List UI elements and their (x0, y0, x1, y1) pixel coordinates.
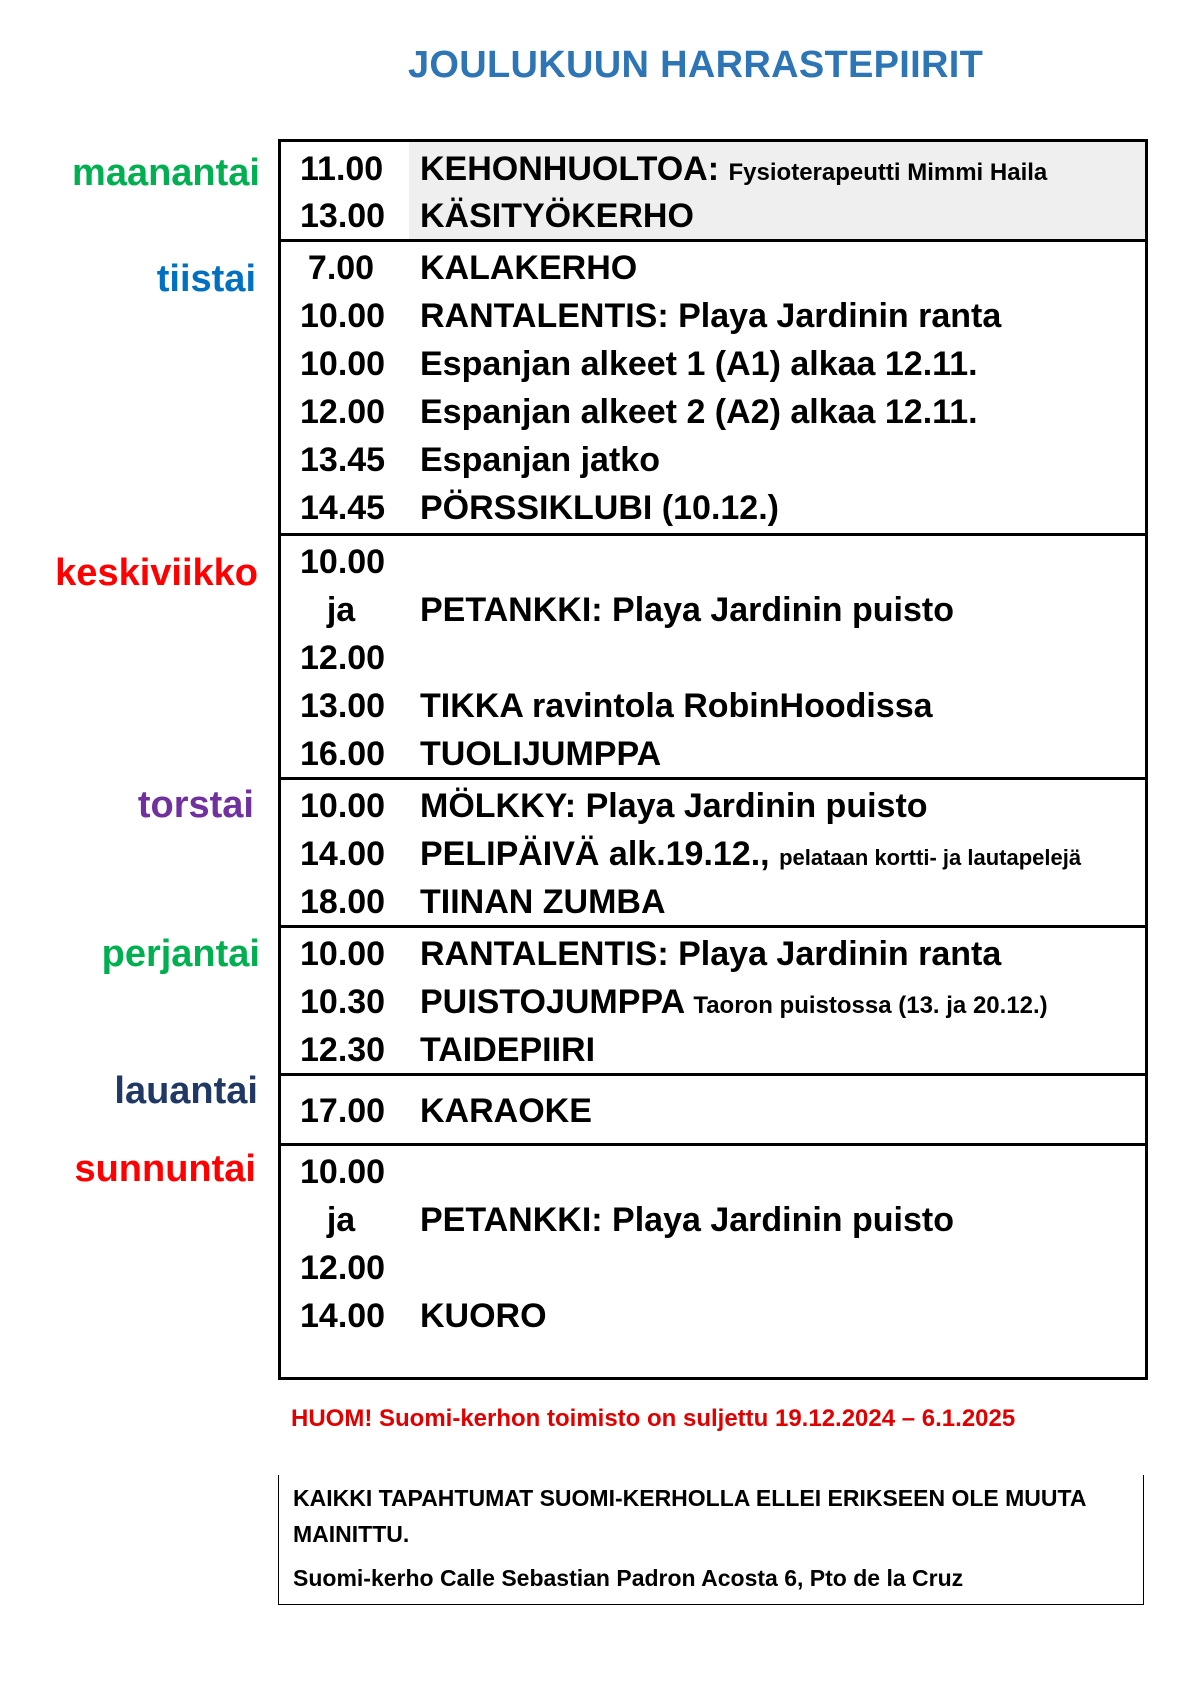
info-line-2: MAINITTU. (293, 1521, 410, 1547)
time-cell: 10.00 (300, 543, 386, 581)
activity-label: KEHONHUOLTOA: (420, 150, 720, 188)
schedule-row (281, 145, 1145, 193)
activity-cell: PETANKKI: Playa Jardinin puisto (420, 1201, 955, 1239)
activity-cell (420, 978, 1048, 1030)
day-label-keskiviikko: keskiviikko (55, 552, 258, 594)
schedule-row (281, 978, 1145, 1026)
activity-cell: Espanjan alkeet 2 (A2) alkaa 12.11. (420, 393, 978, 431)
schedule-row (281, 244, 1145, 292)
activity-label: PUISTOJUMPPA (420, 983, 684, 1021)
schedule-row (281, 1244, 1145, 1292)
time-cell: 14.00 (300, 1297, 386, 1335)
schedule-row (281, 782, 1145, 830)
time-cell: ja (326, 1201, 356, 1239)
time-cell: 12.00 (300, 1249, 386, 1287)
time-cell: 12.00 (300, 393, 386, 431)
activity-cell: KUORO (420, 1297, 547, 1335)
activity-cell (420, 145, 1047, 197)
time-cell: 13.00 (300, 197, 386, 235)
time-cell: 10.00 (300, 1153, 386, 1191)
day-label-maanantai: maanantai (72, 152, 260, 194)
activity-cell: PÖRSSIKLUBI (10.12.) (420, 489, 779, 527)
schedule-row (281, 1292, 1145, 1340)
schedule-row (281, 586, 1145, 634)
activity-note: Taoron puistossa (13. ja 20.12.) (693, 992, 1048, 1019)
section-torstai (281, 780, 1145, 928)
activity-cell: Espanjan alkeet 1 (A1) alkaa 12.11. (420, 345, 978, 383)
activity-cell: TIINAN ZUMBA (420, 883, 666, 921)
day-label-sunnuntai: sunnuntai (74, 1148, 256, 1190)
activity-cell: TIKKA ravintola RobinHoodissa (420, 687, 933, 725)
day-label-tiistai: tiistai (156, 258, 256, 300)
time-cell: 11.00 (300, 150, 384, 188)
section-sunnuntai (281, 1146, 1145, 1377)
schedule-row (281, 878, 1145, 926)
schedule-row (281, 730, 1145, 778)
schedule-row (281, 340, 1145, 388)
schedule-row (281, 436, 1145, 484)
time-cell: 12.30 (300, 1031, 386, 1069)
schedule-row (281, 538, 1145, 586)
section-lauantai (281, 1076, 1145, 1146)
activity-cell: KÄSITYÖKERHO (420, 197, 694, 235)
time-cell: 10.00 (300, 935, 386, 973)
schedule-row (281, 634, 1145, 682)
activity-cell: TUOLIJUMPPA (420, 735, 662, 773)
schedule-table (278, 139, 1148, 1380)
section-maanantai (281, 142, 1145, 242)
schedule-row (281, 484, 1145, 532)
activity-cell: MÖLKKY: Playa Jardinin puisto (420, 787, 928, 825)
time-cell: ja (326, 591, 356, 629)
time-cell: 10.30 (300, 983, 386, 1021)
time-cell: 14.00 (300, 835, 386, 873)
time-cell: 13.00 (300, 687, 386, 725)
time-cell: 12.00 (300, 639, 386, 677)
time-cell: 18.00 (300, 883, 386, 921)
day-label-perjantai: perjantai (101, 933, 260, 975)
info-box (278, 1475, 1144, 1605)
schedule-row (281, 1148, 1145, 1196)
time-cell: 17.00 (300, 1092, 386, 1130)
schedule-row (281, 292, 1145, 340)
activity-cell: KALAKERHO (420, 249, 638, 287)
section-tiistai (281, 242, 1145, 536)
activity-cell: Espanjan jatko (420, 441, 660, 479)
schedule-row (281, 682, 1145, 730)
activity-cell: PETANKKI: Playa Jardinin puisto (420, 591, 955, 629)
schedule-row (281, 192, 1145, 240)
day-label-lauantai: lauantai (114, 1070, 258, 1112)
activity-label: PELIPÄIVÄ alk.19.12., (420, 835, 770, 873)
schedule-row (281, 930, 1145, 978)
activity-cell: RANTALENTIS: Playa Jardinin ranta (420, 935, 1002, 973)
activity-cell: KARAOKE (420, 1092, 592, 1130)
activity-cell: TAIDEPIIRI (420, 1031, 596, 1069)
time-cell: 13.45 (300, 441, 386, 479)
closure-notice: HUOM! Suomi-kerhon toimisto on suljettu 19.12.2024 – 6.1.2025 (291, 1405, 1016, 1432)
schedule-row (281, 1196, 1145, 1244)
activity-note: Fysioterapeutti Mimmi Haila (728, 159, 1048, 186)
schedule-row (281, 1026, 1145, 1074)
schedule-row (281, 388, 1145, 436)
time-cell: 7.00 (307, 249, 375, 287)
section-keskiviikko (281, 536, 1145, 780)
page-title: JOULUKUUN HARRASTEPIIRIT (408, 44, 984, 86)
day-label-torstai: torstai (137, 784, 254, 826)
activity-cell (420, 830, 1081, 882)
section-perjantai (281, 928, 1145, 1076)
club-address: Suomi-kerho Calle Sebastian Padron Acosta 6, Pto de la Cruz (293, 1565, 964, 1591)
info-line-1: KAIKKI TAPAHTUMAT SUOMI-KERHOLLA ELLEI ERIKSEEN OLE MUUTA (293, 1485, 1087, 1511)
time-cell: 14.45 (300, 489, 386, 527)
time-cell: 10.00 (300, 787, 386, 825)
time-cell: 16.00 (300, 735, 386, 773)
schedule-row (281, 1087, 1145, 1135)
time-cell: 10.00 (300, 345, 386, 383)
activity-note: pelataan kortti- ja lautapelejä (779, 845, 1082, 870)
time-cell: 10.00 (300, 297, 386, 335)
schedule-row (281, 830, 1145, 878)
activity-cell: RANTALENTIS: Playa Jardinin ranta (420, 297, 1002, 335)
